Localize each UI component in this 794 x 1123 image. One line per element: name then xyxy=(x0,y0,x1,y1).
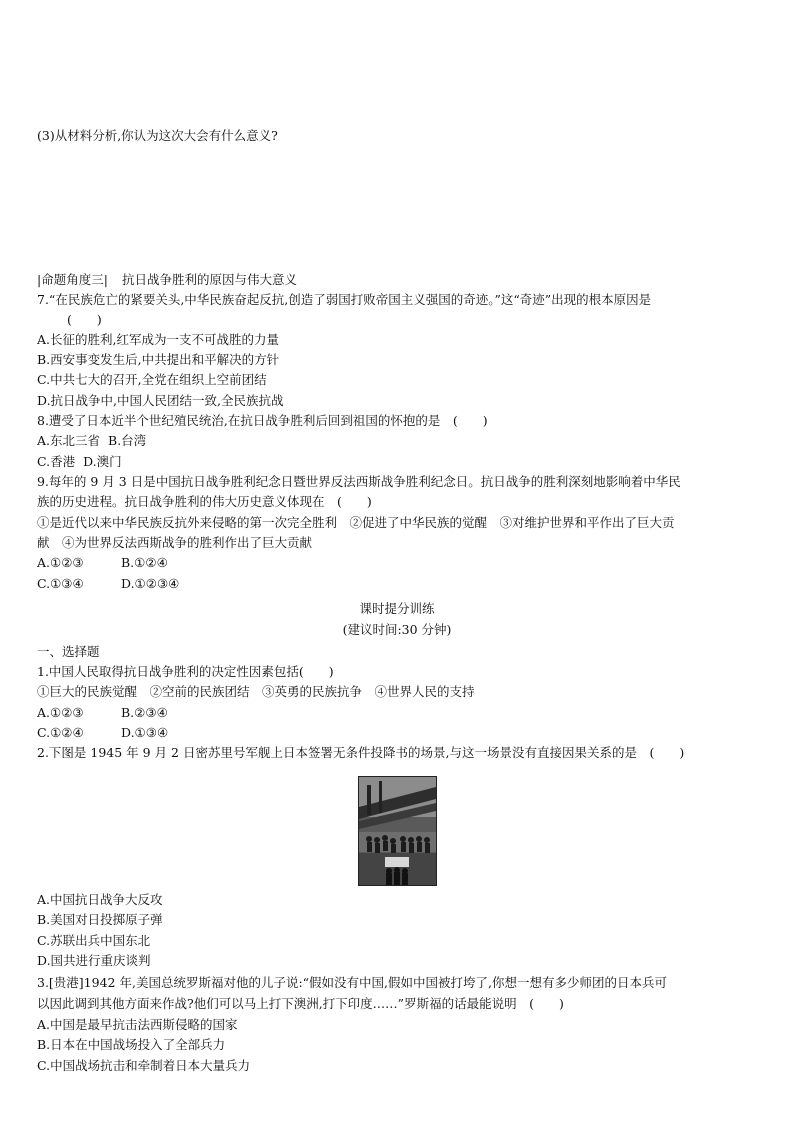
p1-items: ①巨大的民族觉醒 ②空前的民族团结 ③英勇的民族抗争 ④世界人民的支持 xyxy=(37,684,475,699)
p1-option-d: D.①③④ xyxy=(121,725,169,740)
q7-option-d: D.抗日战争中,中国人民团结一致,全民族抗战 xyxy=(37,393,284,408)
p3-stem-line1: 3.[贵港]1942 年,美国总统罗斯福对他的儿子说:“假如没有中国,假如中国被打垮了,你想一想有多少师团的日本兵可 xyxy=(37,975,667,990)
p3-stem-line2: 以因此调到其他方面来作战?他们可以马上打下澳洲,打下印度……”罗斯福的话最能说明 ( ) xyxy=(37,996,564,1011)
q9-option-b: B.①②④ xyxy=(121,555,168,570)
p2-option-b: B.美国对日投掷原子弹 xyxy=(37,912,163,927)
q7-stem-line2: ( ) xyxy=(67,312,102,327)
q8-option-d: D.澳门 xyxy=(83,454,122,469)
p3-option-a: A.中国是最早抗击法西斯侵略的国家 xyxy=(37,1017,238,1032)
p2-option-c: C.苏联出兵中国东北 xyxy=(37,933,151,948)
practice-time: (建议时间:30 分钟) xyxy=(342,622,452,637)
q8-option-a: A.东北三省 xyxy=(37,433,101,448)
sub-question-3: (3)从材料分析,你认为这次大会有什么意义? xyxy=(37,128,278,143)
surrender-ceremony-photo xyxy=(358,776,437,886)
p2-option-a: A.中国抗日战争大反攻 xyxy=(37,892,163,907)
q8-options-ab xyxy=(37,431,759,451)
p2-stem: 2.下图是 1945 年 9 月 2 日密苏里号军舰上日本签署无条件投降书的场景,与这一场景没有直接因果关系的是 ( ) xyxy=(37,745,685,760)
q9-option-d: D.①②③④ xyxy=(121,576,180,591)
part-heading: 一、选择题 xyxy=(37,644,100,659)
section-tag: |命题角度三| xyxy=(37,272,108,287)
q9-stem-line2: 族的历史进程。抗日战争胜利的伟大历史意义体现在 ( ) xyxy=(37,494,372,509)
p1-option-b: B.②③④ xyxy=(121,705,168,720)
q7-option-a: A.长征的胜利,红军成为一支不可战胜的力量 xyxy=(37,332,279,347)
q9-option-c: C.①③④ xyxy=(37,576,84,591)
p1-options-cd xyxy=(37,723,759,743)
q7-option-b: B.西安事变发生后,中共提出和平解决的方针 xyxy=(37,352,280,367)
q9-options-ab xyxy=(37,553,759,573)
q8-option-c: C.香港 xyxy=(37,454,76,469)
p1-options-ab xyxy=(37,703,759,723)
section-title: 抗日战争胜利的原因与伟大意义 xyxy=(121,272,297,287)
p1-stem: 1.中国人民取得抗日战争胜利的决定性因素包括( ) xyxy=(37,664,334,679)
q8-stem: 8.遭受了日本近半个世纪殖民统治,在抗日战争胜利后回到祖国的怀抱的是 ( ) xyxy=(37,413,488,428)
photo-graphic xyxy=(359,777,436,885)
q8-options-cd xyxy=(37,452,759,472)
q8-option-b: B.台湾 xyxy=(108,433,147,448)
p1-option-c: C.①②④ xyxy=(37,725,84,740)
q9-options-cd xyxy=(37,574,759,594)
p1-option-a: A.①②③ xyxy=(37,705,84,720)
q9-items-line2: 献 ④为世界反法西斯战争的胜利作出了巨大贡献 xyxy=(37,535,313,550)
q9-items-line1: ①是近代以来中华民族反抗外来侵略的第一次完全胜利 ②促进了中华民族的觉醒 ③对维护世界和平作出了巨大贡 xyxy=(37,515,675,530)
q9-option-a: A.①②③ xyxy=(37,555,84,570)
q7-stem-line1: 7.“在民族危亡的紧要关头,中华民族奋起反抗,创造了弱国打败帝国主义强国的奇迹。”这“奇迹”出现的根本原因是 xyxy=(37,292,652,307)
p3-option-c: C.中国战场抗击和牵制着日本大量兵力 xyxy=(37,1058,251,1073)
q9-stem-line1: 9.每年的 9 月 3 日是中国抗日战争胜利纪念日暨世界反法西斯战争胜利纪念日。抗日战争的胜利深刻地影响着中华民 xyxy=(37,474,681,489)
p3-option-b: B.日本在中国战场投入了全部兵力 xyxy=(37,1037,226,1052)
q7-option-c: C.中共七大的召开,全党在组织上空前团结 xyxy=(37,372,267,387)
p2-option-d: D.国共进行重庆谈判 xyxy=(37,953,151,968)
section-heading xyxy=(37,270,759,290)
practice-title: 课时提分训练 xyxy=(359,601,435,616)
